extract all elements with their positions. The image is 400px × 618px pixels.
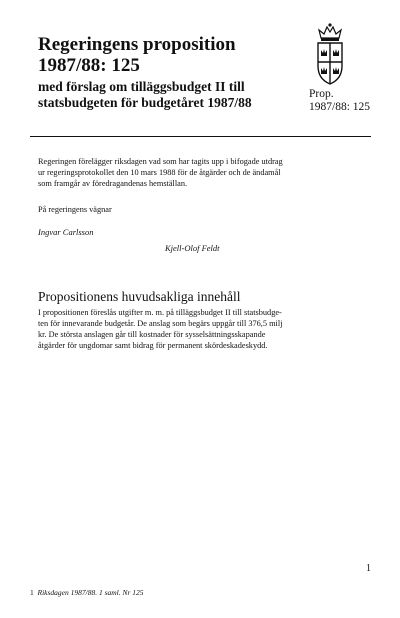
footer-reference <box>30 588 144 597</box>
intro-line-2: ur regeringsprotokollet den 10 mars 1988 för de åtgärder och de ändamål <box>38 168 281 177</box>
intro-line-3: som framgår av föredragandenas hemställan. <box>38 179 188 188</box>
signature-prime-minister: Ingvar Carlsson <box>38 227 94 237</box>
subtitle-line-1: med förslag om tilläggsbudget II till <box>38 79 245 94</box>
summary-line-1: I propositionen föreslås utgifter m. m. på tilläggsbudget II till statsbudge- <box>38 308 282 317</box>
prop-number: 1987/88: 125 <box>309 101 371 113</box>
on-behalf-text: På regeringens vägnar <box>38 205 112 214</box>
summary-line-4: åtgärder för ungdomar samt bidrag för permanent skördeskadeskydd. <box>38 341 268 350</box>
subtitle-line-2: statsbudgeten för budgetåret 1987/88 <box>38 95 252 110</box>
prop-label: Prop. <box>309 88 334 100</box>
summary-line-2: ten för innevarande budgetår. De anslag som begärs uppgår till 376,5 milj <box>38 319 283 328</box>
document-subtitle <box>38 79 288 111</box>
summary-paragraph <box>38 307 338 351</box>
intro-paragraph <box>38 156 338 189</box>
document-title <box>38 34 288 76</box>
footer-number: 1 <box>30 588 34 597</box>
proposition-reference <box>309 88 370 114</box>
footer-source: Riksdagen 1987/88. 1 saml. Nr 125 <box>37 588 144 597</box>
signature-minister: Kjell-Olof Feldt <box>165 243 220 253</box>
intro-line-1: Regeringen förelägger riksdagen vad som har tagits upp i bifogade utdrag <box>38 157 283 166</box>
header-divider <box>30 136 371 137</box>
page-number: 1 <box>366 563 371 574</box>
summary-heading: Propositionens huvudsakliga innehåll <box>38 289 241 304</box>
title-line-1: Regeringens proposition <box>38 34 236 55</box>
summary-line-3: kr. De största anslagen går till kostnader för sysselsättningsskapande <box>38 330 266 339</box>
title-line-2: 1987/88: 125 <box>38 55 140 76</box>
swedish-crown-crest-icon <box>311 22 349 86</box>
